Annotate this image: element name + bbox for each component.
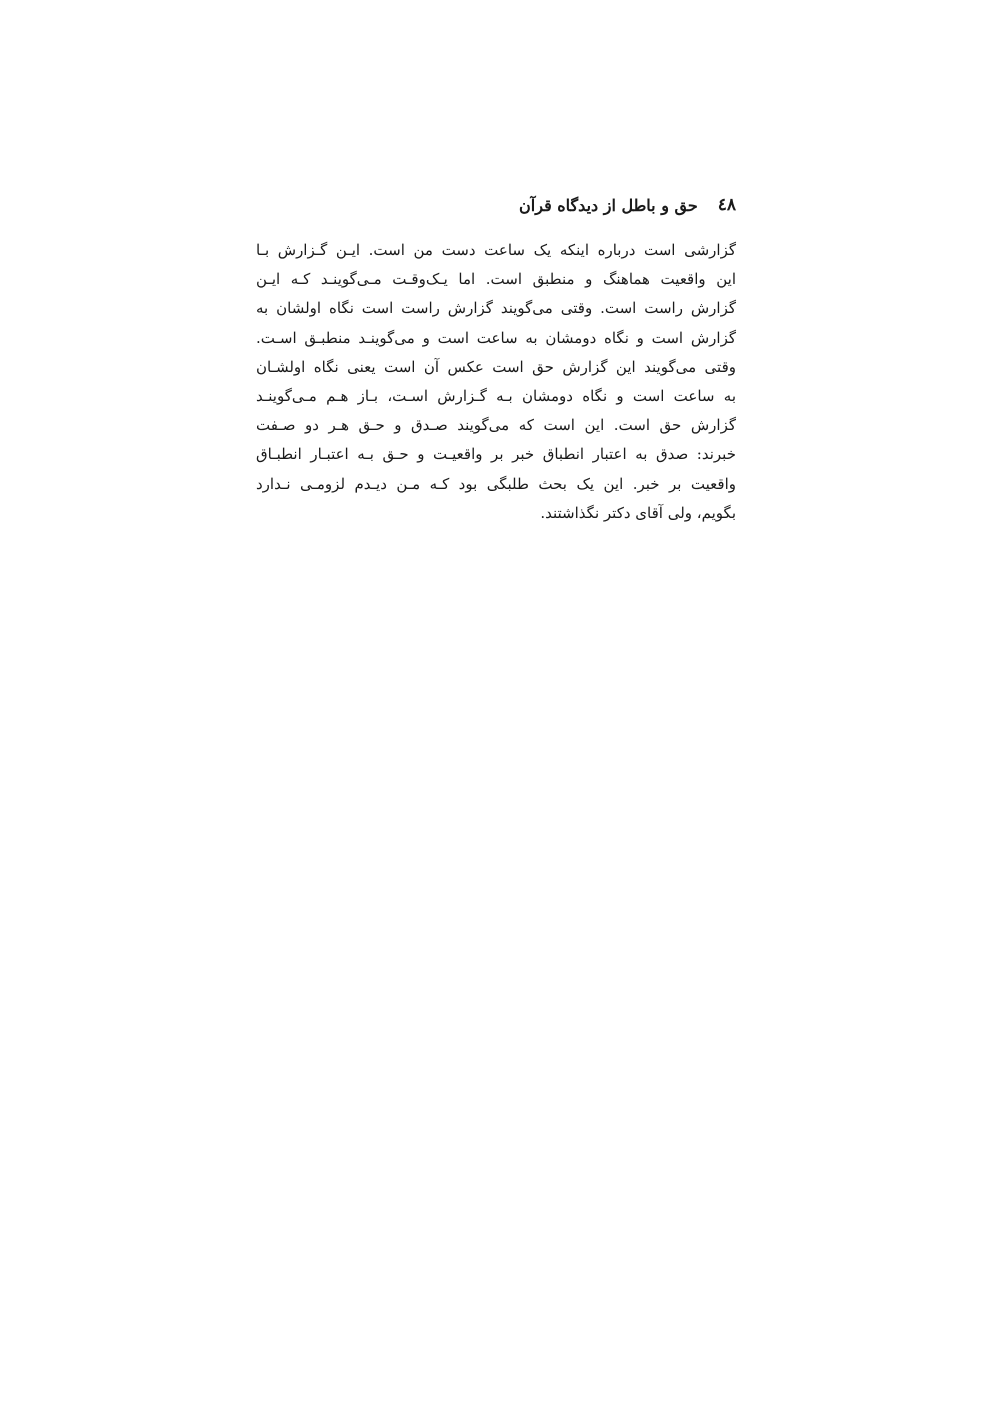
- text-line: گزارش راست است. وقتی می‌گویند گزارش راست است نگاه اولشان به: [256, 299, 736, 318]
- page-header: [256, 190, 736, 220]
- page-number: ٤٨: [717, 195, 736, 215]
- text-line: بگویم، ولی آقای دکتر نگذاشتند.: [540, 503, 736, 522]
- text-line: واقعیت بر خبر. این یک بحث طلبگی بود کـه مـن دیـدم لزومـی نـدارد: [256, 474, 736, 493]
- text-line: گزارشی است درباره اینکه یک ساعت دست من است. ایـن گـزارش بـا: [256, 241, 736, 259]
- text-line: خبرند: صدق به اعتبار انطباق خبر بر واقعیـت و حـق بـه اعتبـار انطبـاق: [256, 445, 736, 464]
- running-title: حق و باطل از دیدگاه قرآن: [519, 195, 698, 215]
- text-line: گزارش حق است. این است که می‌گویند صـدق و حـق هـر دو صـفت: [256, 416, 736, 435]
- body-paragraph: [256, 236, 736, 528]
- text-line: وقتی می‌گویند این گزارش حق است عکس آن است یعنی نگاه اولشـان: [256, 357, 736, 376]
- text-line: به ساعت است و نگاه دومشان بـه گـزارش اسـت، بـاز هـم مـی‌گوینـد: [256, 386, 736, 405]
- text-line: این واقعیت هماهنگ و منطبق است. اما یـک‌وقـت مـی‌گوینـد کـه ایـن: [256, 270, 736, 289]
- text-line: گزارش است و نگاه دومشان به ساعت است و می‌گوینـد منطبـق اسـت.: [256, 328, 736, 347]
